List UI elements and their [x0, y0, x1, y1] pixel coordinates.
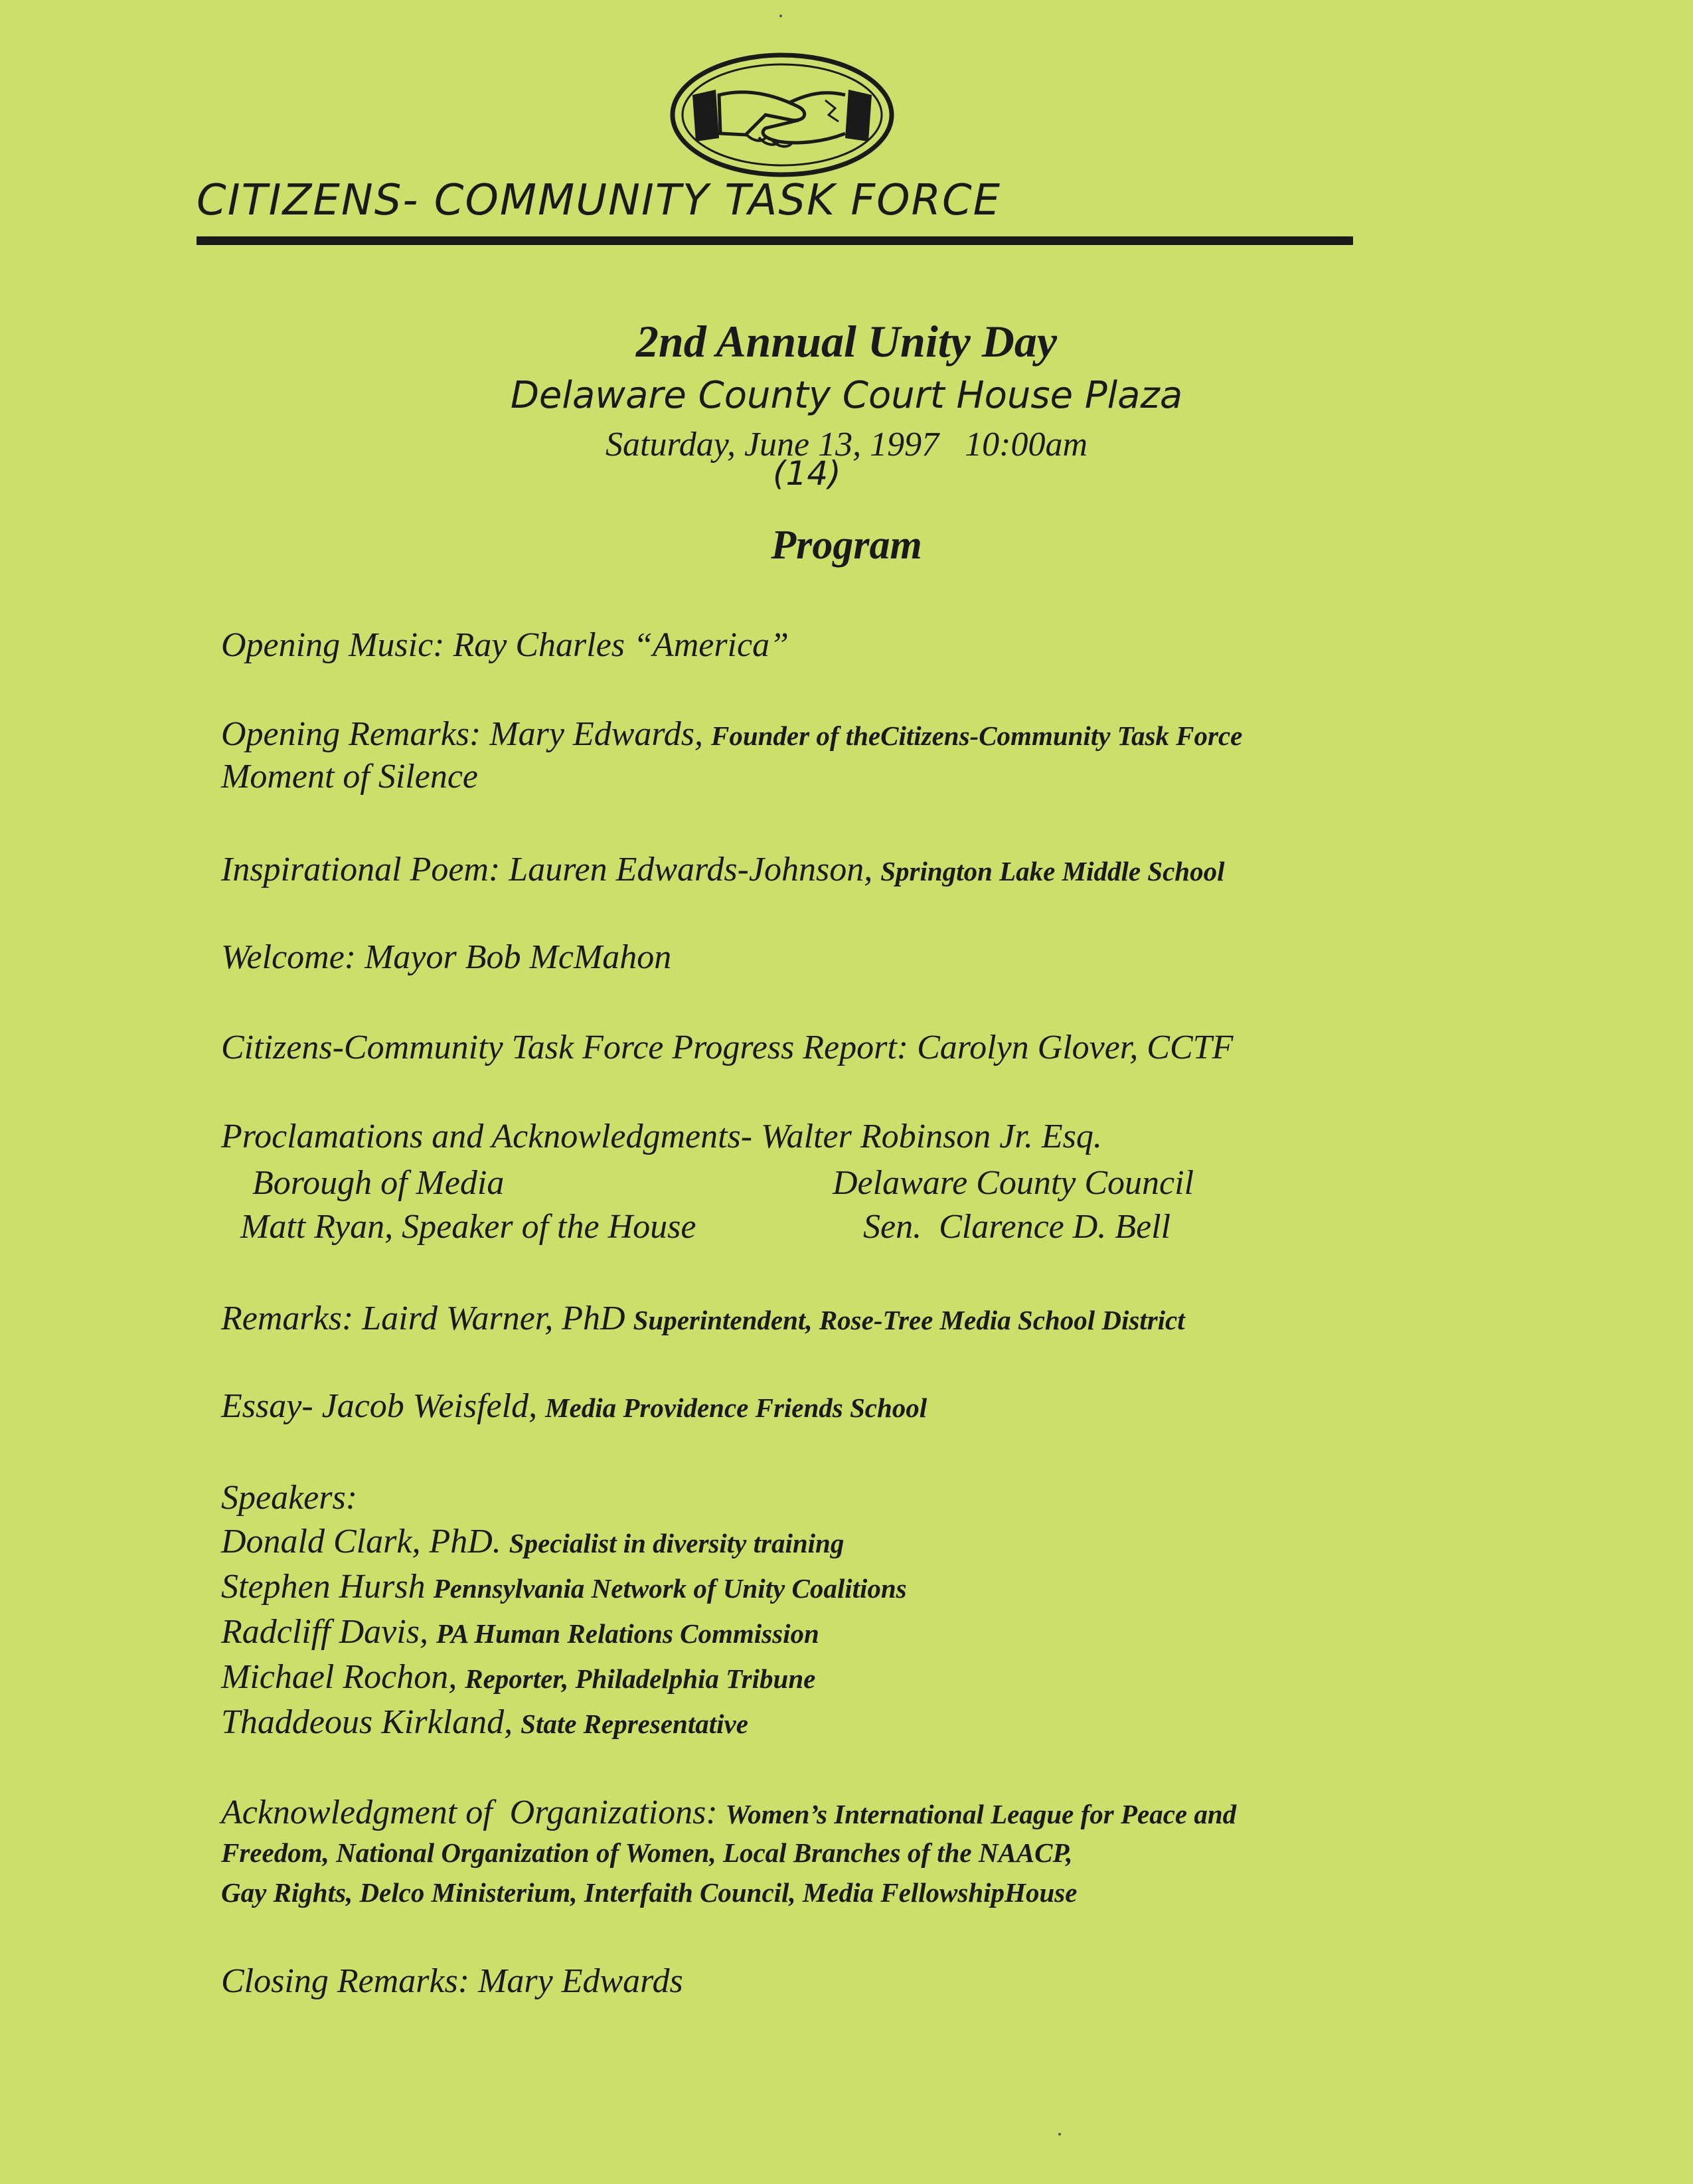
proclamation-borough: Borough of Media — [252, 1164, 505, 1202]
speakers-heading: Speakers: — [221, 1479, 358, 1517]
speaker-detail: State Representative — [521, 1709, 748, 1739]
speaker-detail: PA Human Relations Commission — [436, 1618, 819, 1649]
event-title: 2nd Annual Unity Day — [635, 316, 1058, 367]
closing-remarks: Closing Remarks: Mary Edwards — [221, 1962, 683, 2000]
proclamation-speaker: Matt Ryan, Speaker of the House — [240, 1208, 696, 1246]
welcome: Welcome: Mayor Bob McMahon — [221, 938, 672, 976]
event-venue: Delaware County Court House Plaza — [510, 374, 1183, 417]
organizations-line-3: Gay Rights, Delco Ministerium, Interfaith Council, Media FellowshipHouse — [221, 1877, 1078, 1908]
organizations-acknowledgment — [221, 1796, 1236, 1830]
moment-of-silence: Moment of Silence — [221, 758, 478, 796]
speaker-detail: Reporter, Philadelphia Tribune — [465, 1663, 816, 1694]
handwritten-date-correction: (14) — [773, 454, 841, 493]
proclamation-senator: Sen. Clarence D. Bell — [863, 1208, 1171, 1246]
handshake-logo-icon — [666, 48, 898, 181]
event-date: Saturday, June 13, 1997 10:00am — [605, 426, 1088, 463]
program-heading: Program — [771, 523, 922, 568]
speaker-name: Stephen Hursh — [221, 1568, 426, 1606]
essay-detail: Media Providence Friends School — [545, 1392, 927, 1423]
speaker-item — [221, 1705, 748, 1740]
remarks-detail: Superintendent, Rose-Tree Media School District — [633, 1305, 1185, 1335]
poem-detail: Springton Lake Middle School — [880, 856, 1225, 886]
opening-music — [221, 628, 789, 663]
essay-label: Essay- Jacob Weisfeld, — [221, 1387, 538, 1425]
opening-remarks-label: Opening Remarks: Mary Edwards, — [221, 715, 703, 753]
inspirational-poem — [221, 853, 1225, 887]
remarks — [221, 1302, 1185, 1336]
speaker-item — [221, 1615, 819, 1649]
paper-speck — [779, 15, 782, 17]
speaker-name: Michael Rochon, — [221, 1658, 457, 1696]
opening-remarks — [221, 717, 1242, 752]
remarks-label: Remarks: Laird Warner, PhD — [221, 1300, 625, 1337]
progress-report: Citizens-Community Task Force Progress Report: Carolyn Glover, CCTF — [221, 1029, 1234, 1066]
opening-remarks-detail: Founder of theCitizens-Community Task Force — [710, 720, 1243, 751]
essay — [221, 1389, 927, 1424]
speaker-item — [221, 1660, 815, 1695]
opening-music-label: Opening Music: Ray Charles “America” — [221, 626, 789, 664]
poem-label: Inspirational Poem: Lauren Edwards-Johnson, — [221, 851, 873, 888]
paper-speck — [1058, 2133, 1061, 2136]
organizations-label: Acknowledgment of Organizations: — [221, 1794, 718, 1831]
speaker-detail: Pennsylvania Network of Unity Coalitions — [433, 1573, 907, 1604]
organizations-line-2: Freedom, National Organization of Women, Local Branches of the NAACP, — [221, 1837, 1073, 1868]
header-divider — [197, 236, 1353, 245]
speaker-item — [221, 1570, 907, 1604]
organizations-line-1: Women’s International League for Peace and — [725, 1799, 1237, 1829]
speaker-name: Radcliff Davis, — [221, 1613, 428, 1651]
proclamations-heading: Proclamations and Acknowledgments- Walter Robinson Jr. Esq. — [221, 1118, 1102, 1155]
speaker-item — [221, 1525, 844, 1559]
speaker-detail: Specialist in diversity training — [509, 1528, 845, 1558]
proclamation-county-council: Delaware County Council — [833, 1164, 1194, 1202]
speaker-name: Thaddeous Kirkland, — [221, 1703, 513, 1741]
organization-title: CITIZENS- COMMUNITY TASK FORCE — [197, 176, 1002, 225]
speaker-name: Donald Clark, PhD. — [221, 1523, 501, 1560]
